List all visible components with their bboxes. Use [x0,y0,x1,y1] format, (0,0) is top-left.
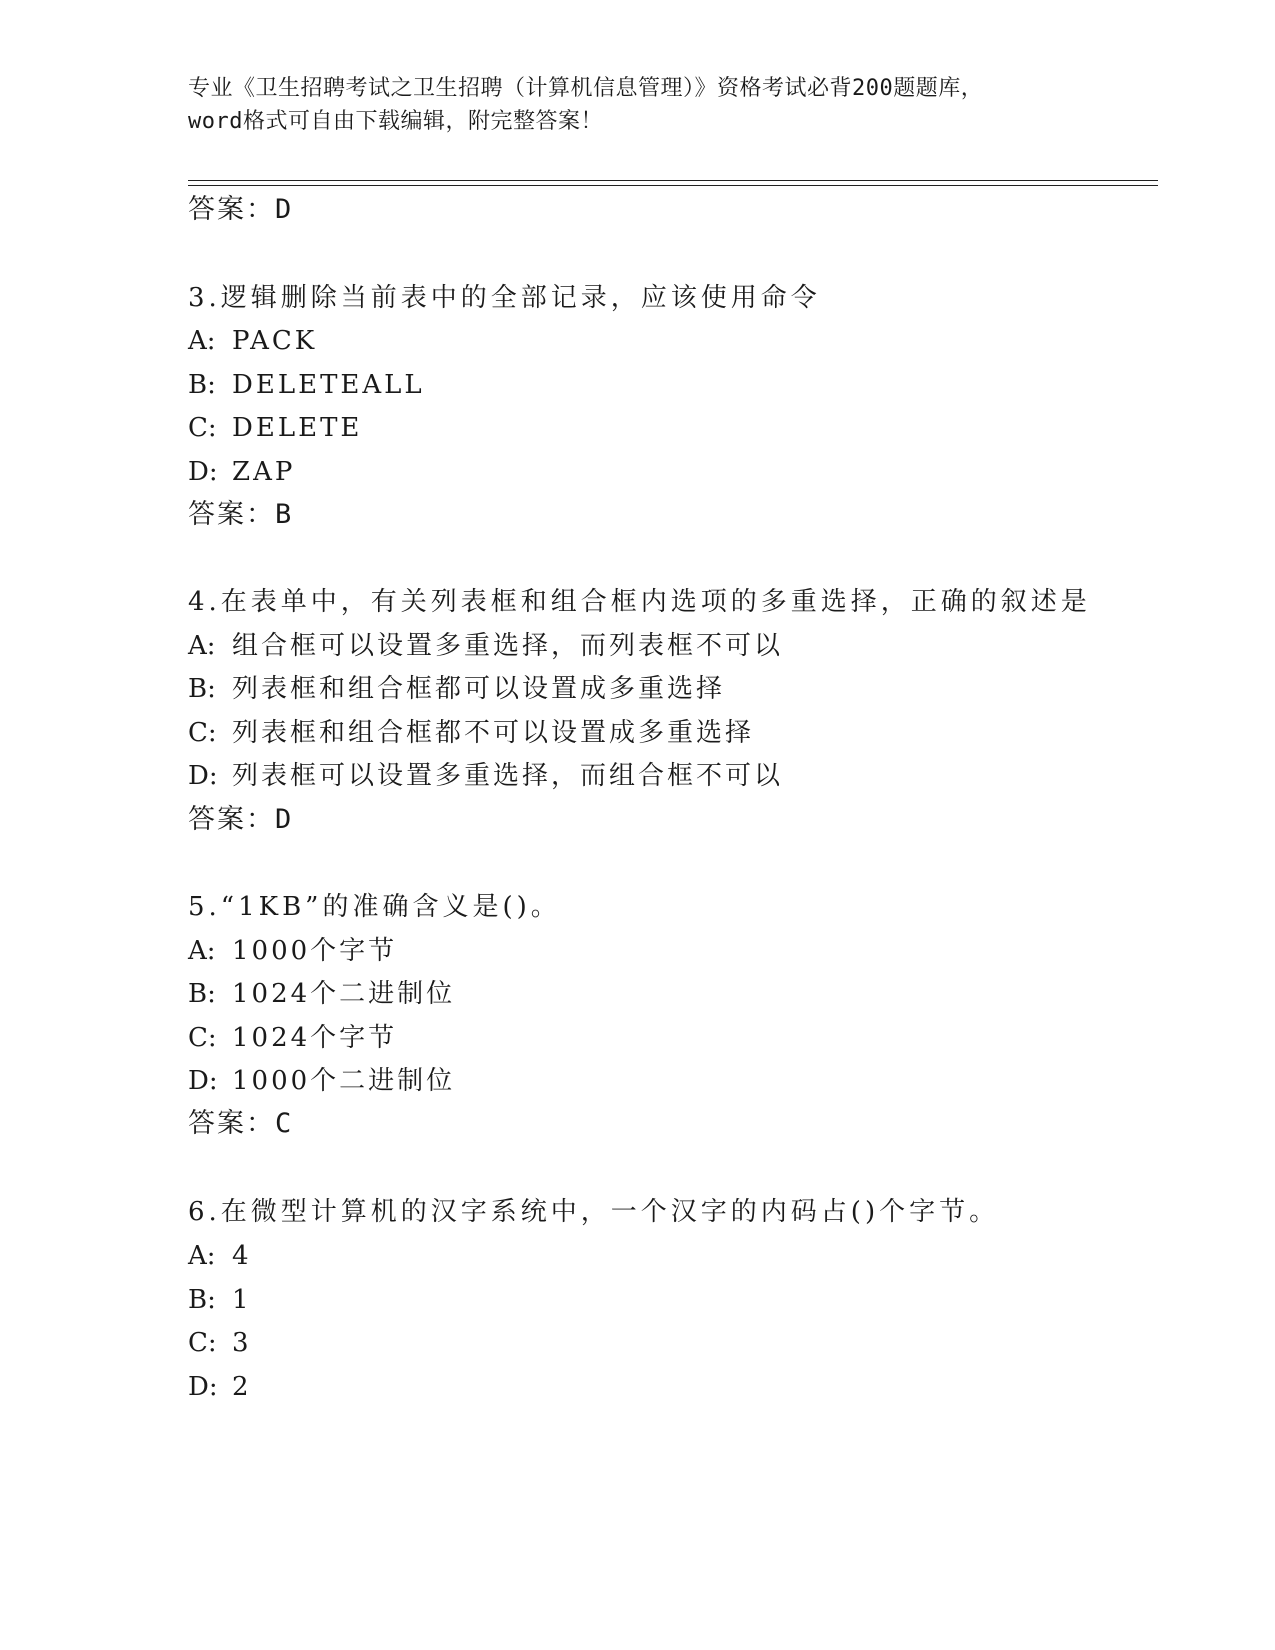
option-key: C: [188,718,217,748]
option-text: 1024个二进制位 [232,979,456,1009]
answer-label: 答案： [188,1108,275,1139]
option-text: 1000个字节 [232,936,398,966]
option-key: D: [188,457,218,487]
answer-label: 答案： [188,804,275,835]
answer-3 [188,498,291,532]
answer-value: D [275,804,292,835]
option-text: ZAP [232,457,296,487]
option-key: B: [188,370,216,400]
option-text: DELETEALL [232,370,425,400]
question-6: 6.在微型计算机的汉字系统中，一个汉字的内码占()个字节。 [188,1197,1000,1227]
option-text: 4 [232,1241,252,1271]
answer-5 [188,1107,291,1141]
option-6c [188,1326,252,1360]
option-4b [188,672,725,706]
question-4: 4.在表单中，有关列表框和组合框内选项的多重选择，正确的叙述是 [188,587,1091,617]
option-text: 组合框可以设置多重选择，而列表框不可以 [232,631,784,661]
answer-4 [188,803,291,837]
option-key: C: [188,413,217,443]
answer-value: B [275,499,292,530]
option-key: D: [188,1372,218,1402]
option-3c [188,411,362,445]
option-key: B: [188,1285,216,1315]
option-key: A: [188,631,216,661]
option-text: 3 [232,1328,252,1358]
option-key: D: [188,1066,218,1096]
option-key: B: [188,674,216,704]
header-line-2: word格式可自由下载编辑，附完整答案！ [188,109,603,134]
document-header [188,72,1088,138]
option-key: C: [188,1023,217,1053]
option-text: 2 [232,1372,252,1402]
option-3a [188,324,317,358]
option-5b [188,977,455,1011]
option-key: A: [188,1241,216,1271]
header-divider-bottom [188,185,1158,186]
answer-label: 答案： [188,194,275,225]
option-text: 列表框可以设置多重选择，而组合框不可以 [232,761,784,791]
option-6d [188,1370,252,1404]
option-text: 1000个二进制位 [232,1066,456,1096]
question-3: 3.逻辑删除当前表中的全部记录，应该使用命令 [188,283,821,313]
header-divider-top [188,180,1158,181]
option-6a [188,1239,252,1273]
option-text: DELETE [232,413,363,443]
option-key: B: [188,979,216,1009]
option-key: A: [188,326,216,356]
option-text: 列表框和组合框都可以设置成多重选择 [232,674,726,704]
option-5c [188,1021,397,1055]
option-key: A: [188,936,216,966]
option-5a [188,934,397,968]
option-4c [188,716,754,750]
answer-value: D [275,194,292,225]
option-text: 列表框和组合框都不可以设置成多重选择 [232,718,755,748]
option-text: 1024个字节 [232,1023,398,1053]
option-5d [188,1064,455,1098]
option-text: PACK [232,326,318,356]
option-3d [188,455,295,489]
option-4d [188,759,783,793]
option-3b [188,368,425,402]
option-key: C: [188,1328,217,1358]
header-line-1: 专业《卫生招聘考试之卫生招聘（计算机信息管理）》资格考试必背200题题库， [188,76,984,101]
question-5: 5.“1KB”的准确含义是()。 [188,892,561,922]
answer-value: C [275,1108,292,1139]
option-6b [188,1283,252,1317]
option-4a [188,629,783,663]
option-key: D: [188,761,218,791]
prev-answer [188,193,291,227]
answer-label: 答案： [188,499,275,530]
option-text: 1 [232,1285,252,1315]
